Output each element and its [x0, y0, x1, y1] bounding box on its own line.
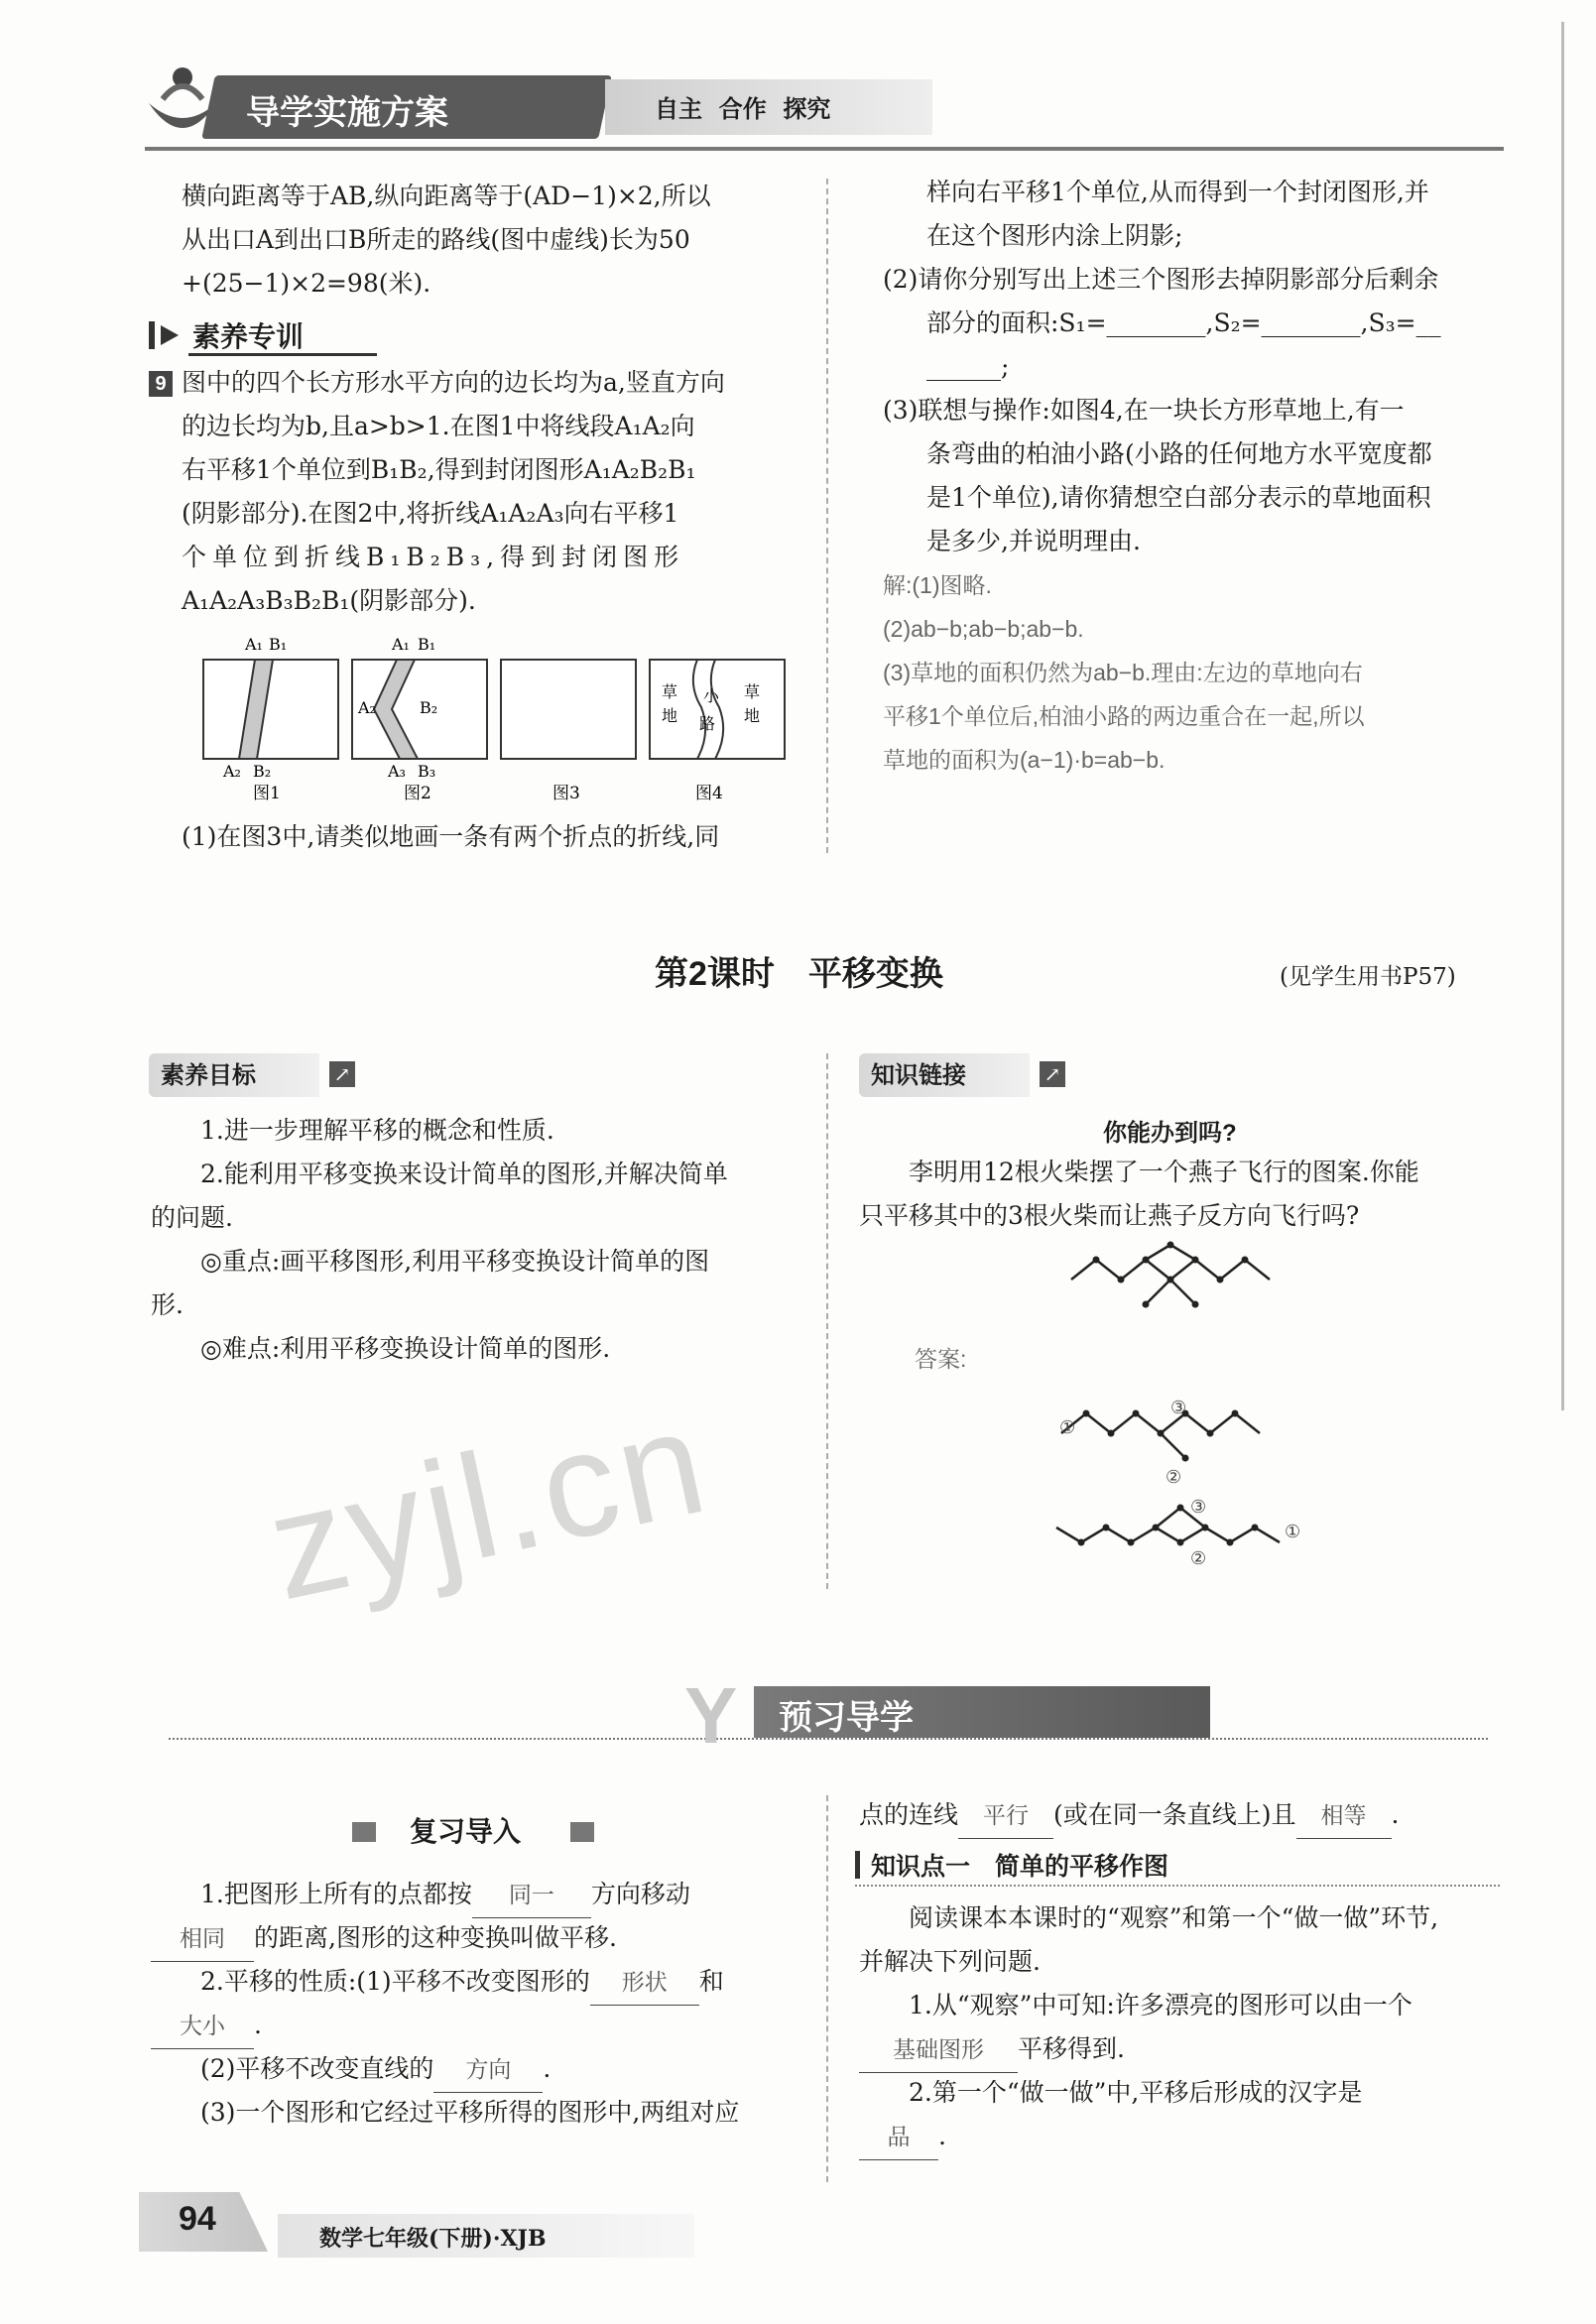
text-line: 在这个图形内涂上阴影;	[926, 221, 1183, 250]
text-line: 右平移1个单位到B₁B₂,得到封闭图形A₁A₂B₂B₁	[182, 455, 696, 484]
header-title: 导学实施方案	[246, 94, 448, 132]
text: 方向移动	[590, 1880, 690, 1908]
figure-1	[203, 635, 338, 803]
text: (2)平移不改变直线的	[200, 2054, 434, 2083]
text-line: A₁A₂A₃B₃B₂B₁(阴影部分).	[182, 586, 476, 615]
text-line: 部分的面积:S₁=________,S₂=________,S₃=__	[926, 308, 1441, 337]
text-line: (3)一个图形和它经过平移所得的图形中,两组对应	[200, 2098, 740, 2127]
book-info: 数学七年级(下册)·XJB	[319, 2226, 547, 2252]
text-line: 只平移其中的3根火柴而让燕子反方向飞行吗?	[859, 1201, 1360, 1230]
fig-label: A₂	[223, 762, 241, 781]
goals-tab	[149, 1053, 367, 1097]
section-title-rule	[188, 353, 377, 356]
question-1: (1)在图3中,请类似地画一条有两个折点的折线,同	[182, 822, 720, 851]
review-title-text: 复习导入	[410, 1816, 522, 1847]
header	[139, 60, 1508, 159]
text: .	[938, 2122, 946, 2150]
section-title-text: 素养专训	[192, 321, 305, 352]
text-line: (阴影部分).在图2中,将折线A₁A₂A₃向右平移1	[182, 499, 679, 528]
answer-blank: 平行	[958, 1794, 1053, 1839]
banner-title: 预习导学	[779, 1699, 914, 1737]
edit-icon: ↗	[329, 1061, 355, 1087]
fig-label: B₁	[269, 635, 288, 654]
figure-3	[501, 660, 636, 803]
fig-label: 小	[703, 686, 720, 705]
text: .	[543, 2054, 552, 2083]
section-title	[149, 315, 387, 355]
solution-line: 平移1个单位后,柏油小路的两边重合在一起,所以	[883, 703, 1365, 729]
text-line: 图中的四个长方形水平方向的边长均为a,竖直方向	[182, 368, 725, 397]
page-number: 94	[179, 2200, 216, 2238]
figures-1-4	[193, 630, 798, 813]
square-icon	[352, 1822, 376, 1842]
fig-label: 路	[699, 714, 716, 733]
swallow-figure	[1061, 1240, 1309, 1329]
edit-icon: ↗	[1040, 1061, 1065, 1087]
text-line	[151, 1916, 617, 1962]
lesson-title: 第2课时 平移变换	[655, 955, 943, 993]
fig-caption: 图4	[695, 784, 723, 803]
fig-label: A₃	[388, 762, 406, 781]
text-line: 是1个单位),请你猜想空白部分表示的草地面积	[926, 483, 1431, 512]
match-mark: ③	[1170, 1398, 1187, 1418]
text-line: 横向距离等于AB,纵向距离等于(AD−1)×2,所以	[182, 182, 711, 210]
goals-tab-label: 素养目标	[149, 1053, 319, 1097]
footer	[139, 2192, 694, 2262]
text-line: 个单位到折线B₁B₂B₃,得到封闭图形	[182, 543, 685, 571]
match-mark: ②	[1166, 1467, 1182, 1488]
column-divider	[826, 179, 828, 853]
fig-label: B₃	[418, 762, 436, 781]
text: 点的连线	[859, 1800, 959, 1829]
section-title-arrow	[161, 325, 179, 345]
answer-blank: 方向	[433, 2048, 543, 2093]
text-line: 李明用12根火柴摆了一个燕子飞行的图案.你能	[909, 1158, 1419, 1186]
watermark: zyjl.cn	[255, 1376, 722, 1632]
text-line: 条弯曲的柏油小路(小路的任何地方水平宽度都	[926, 439, 1432, 468]
answer-blank: 相等	[1296, 1794, 1392, 1839]
preview-banner	[169, 1671, 1488, 1760]
page-edge	[1561, 22, 1564, 1410]
answer-blank: 相同	[151, 1917, 254, 1962]
text: 平移得到.	[1018, 2034, 1125, 2063]
text-line	[151, 2004, 262, 2049]
problem-number: 9	[149, 371, 173, 397]
figure-2	[352, 635, 487, 803]
text-line	[859, 2115, 946, 2160]
text-line: 的问题.	[151, 1203, 233, 1232]
header-subtitle: 自主 合作 探究	[655, 94, 831, 123]
fig-label: A₁	[245, 635, 263, 654]
text-line: 1.从“观察”中可知:许多漂亮的图形可以由一个	[909, 1991, 1412, 2019]
text-line: 2.第一个“做一做”中,平移后形成的汉字是	[909, 2078, 1363, 2107]
fig-caption: 图3	[552, 784, 580, 803]
answer-label: 答案:	[915, 1346, 967, 1372]
column-divider	[826, 1795, 828, 2182]
fig-label: 草	[744, 682, 761, 701]
text-line: 1.进一步理解平移的概念和性质.	[200, 1116, 554, 1145]
text-line: ______;	[926, 352, 1010, 381]
answer-blank: 形状	[590, 1961, 699, 2006]
text-line: (2)请你分别写出上述三个图形去掉阴影部分后剩余	[883, 265, 1439, 294]
fig-label: 草	[662, 682, 678, 701]
lesson-ref: (见学生用书P57)	[1280, 964, 1456, 990]
knowledge-point-title	[855, 1843, 1510, 1887]
fig-label: B₁	[418, 635, 436, 654]
text-line	[200, 1960, 724, 2006]
text-line: 样向右平移1个单位,从而得到一个封闭图形,并	[926, 178, 1429, 206]
fig-label: 地	[744, 706, 761, 725]
answer-blank: 品	[859, 2116, 938, 2160]
text-line: +(25−1)×2=98(米).	[182, 269, 431, 298]
fig-caption: 图2	[404, 784, 431, 803]
question-title: 你能办到吗?	[1103, 1120, 1237, 1147]
solution-line: 解:(1)图略.	[883, 572, 992, 598]
fig-caption: 图1	[253, 784, 281, 803]
text-line: 是多少,并说明理由.	[926, 527, 1141, 555]
solution-line: (2)ab−b;ab−b;ab−b.	[883, 616, 1084, 642]
text-line: 阅读课本本课时的“观察”和第一个“做一做”环节,	[909, 1903, 1439, 1932]
text-line: (3)联想与操作:如图4,在一块长方形草地上,有一	[883, 396, 1405, 425]
column-divider	[826, 1053, 828, 1589]
text-line	[200, 2047, 551, 2093]
answer-blank: 大小	[151, 2005, 254, 2049]
knowledge-tab-label: 知识链接	[859, 1053, 1030, 1097]
text-line	[859, 1793, 1399, 1839]
text-line: 从出口A到出口B所走的路线(图中虚线)长为50	[182, 225, 690, 254]
text-line: 形.	[151, 1290, 184, 1319]
match-mark: ①	[1285, 1522, 1301, 1542]
fig-label: A₁	[392, 635, 410, 654]
text: .	[1391, 1800, 1400, 1829]
match-mark: ①	[1059, 1417, 1076, 1438]
text-line: 并解决下列问题.	[859, 1947, 1041, 1976]
text: 和	[698, 1967, 724, 1996]
fig-label: B₂	[253, 762, 272, 781]
arrow-icon	[149, 321, 155, 349]
text: .	[254, 2011, 262, 2039]
answer-blank: 同一	[472, 1874, 591, 1918]
kp-bar	[855, 1851, 860, 1879]
text: 1.把图形上所有的点都按	[200, 1880, 472, 1908]
kp-rule	[855, 1885, 1500, 1887]
square-icon	[570, 1822, 594, 1842]
answer-figure	[1042, 1384, 1329, 1582]
kp-title-text: 知识点一 简单的平移作图	[871, 1853, 1169, 1881]
text-line: ◎难点:利用平移变换设计简单的图形.	[200, 1334, 611, 1363]
text-line	[859, 2027, 1125, 2073]
text: (或在同一条直线上)且	[1053, 1800, 1296, 1829]
text: 2.平移的性质:(1)平移不改变图形的	[200, 1967, 590, 1996]
answer-blank: 基础图形	[859, 2028, 1018, 2073]
solution-line: 草地的面积为(a−1)·b=ab−b.	[883, 747, 1166, 773]
fig-label: A₂	[358, 698, 376, 717]
fig-label: 地	[662, 706, 678, 725]
banner-letter: Y	[684, 1671, 738, 1760]
text-line: 2.能利用平移变换来设计简单的图形,并解决简单	[200, 1160, 728, 1188]
solution-line: (3)草地的面积仍然为ab−b.理由:左边的草地向右	[883, 660, 1363, 685]
text-line: ◎重点:画平移图形,利用平移变换设计简单的图	[200, 1247, 710, 1276]
fig-label: B₂	[420, 698, 438, 717]
match-mark: ②	[1190, 1548, 1207, 1569]
knowledge-tab	[859, 1053, 1077, 1097]
review-title	[352, 1810, 600, 1850]
match-mark: ③	[1190, 1497, 1207, 1518]
text-line: 的边长均为b,且a>b>1.在图1中将线段A₁A₂向	[182, 412, 695, 440]
text-line	[200, 1873, 690, 1918]
text: 的距离,图形的这种变换叫做平移.	[254, 1923, 617, 1952]
figure-4	[650, 660, 785, 803]
header-rule	[145, 147, 1504, 151]
